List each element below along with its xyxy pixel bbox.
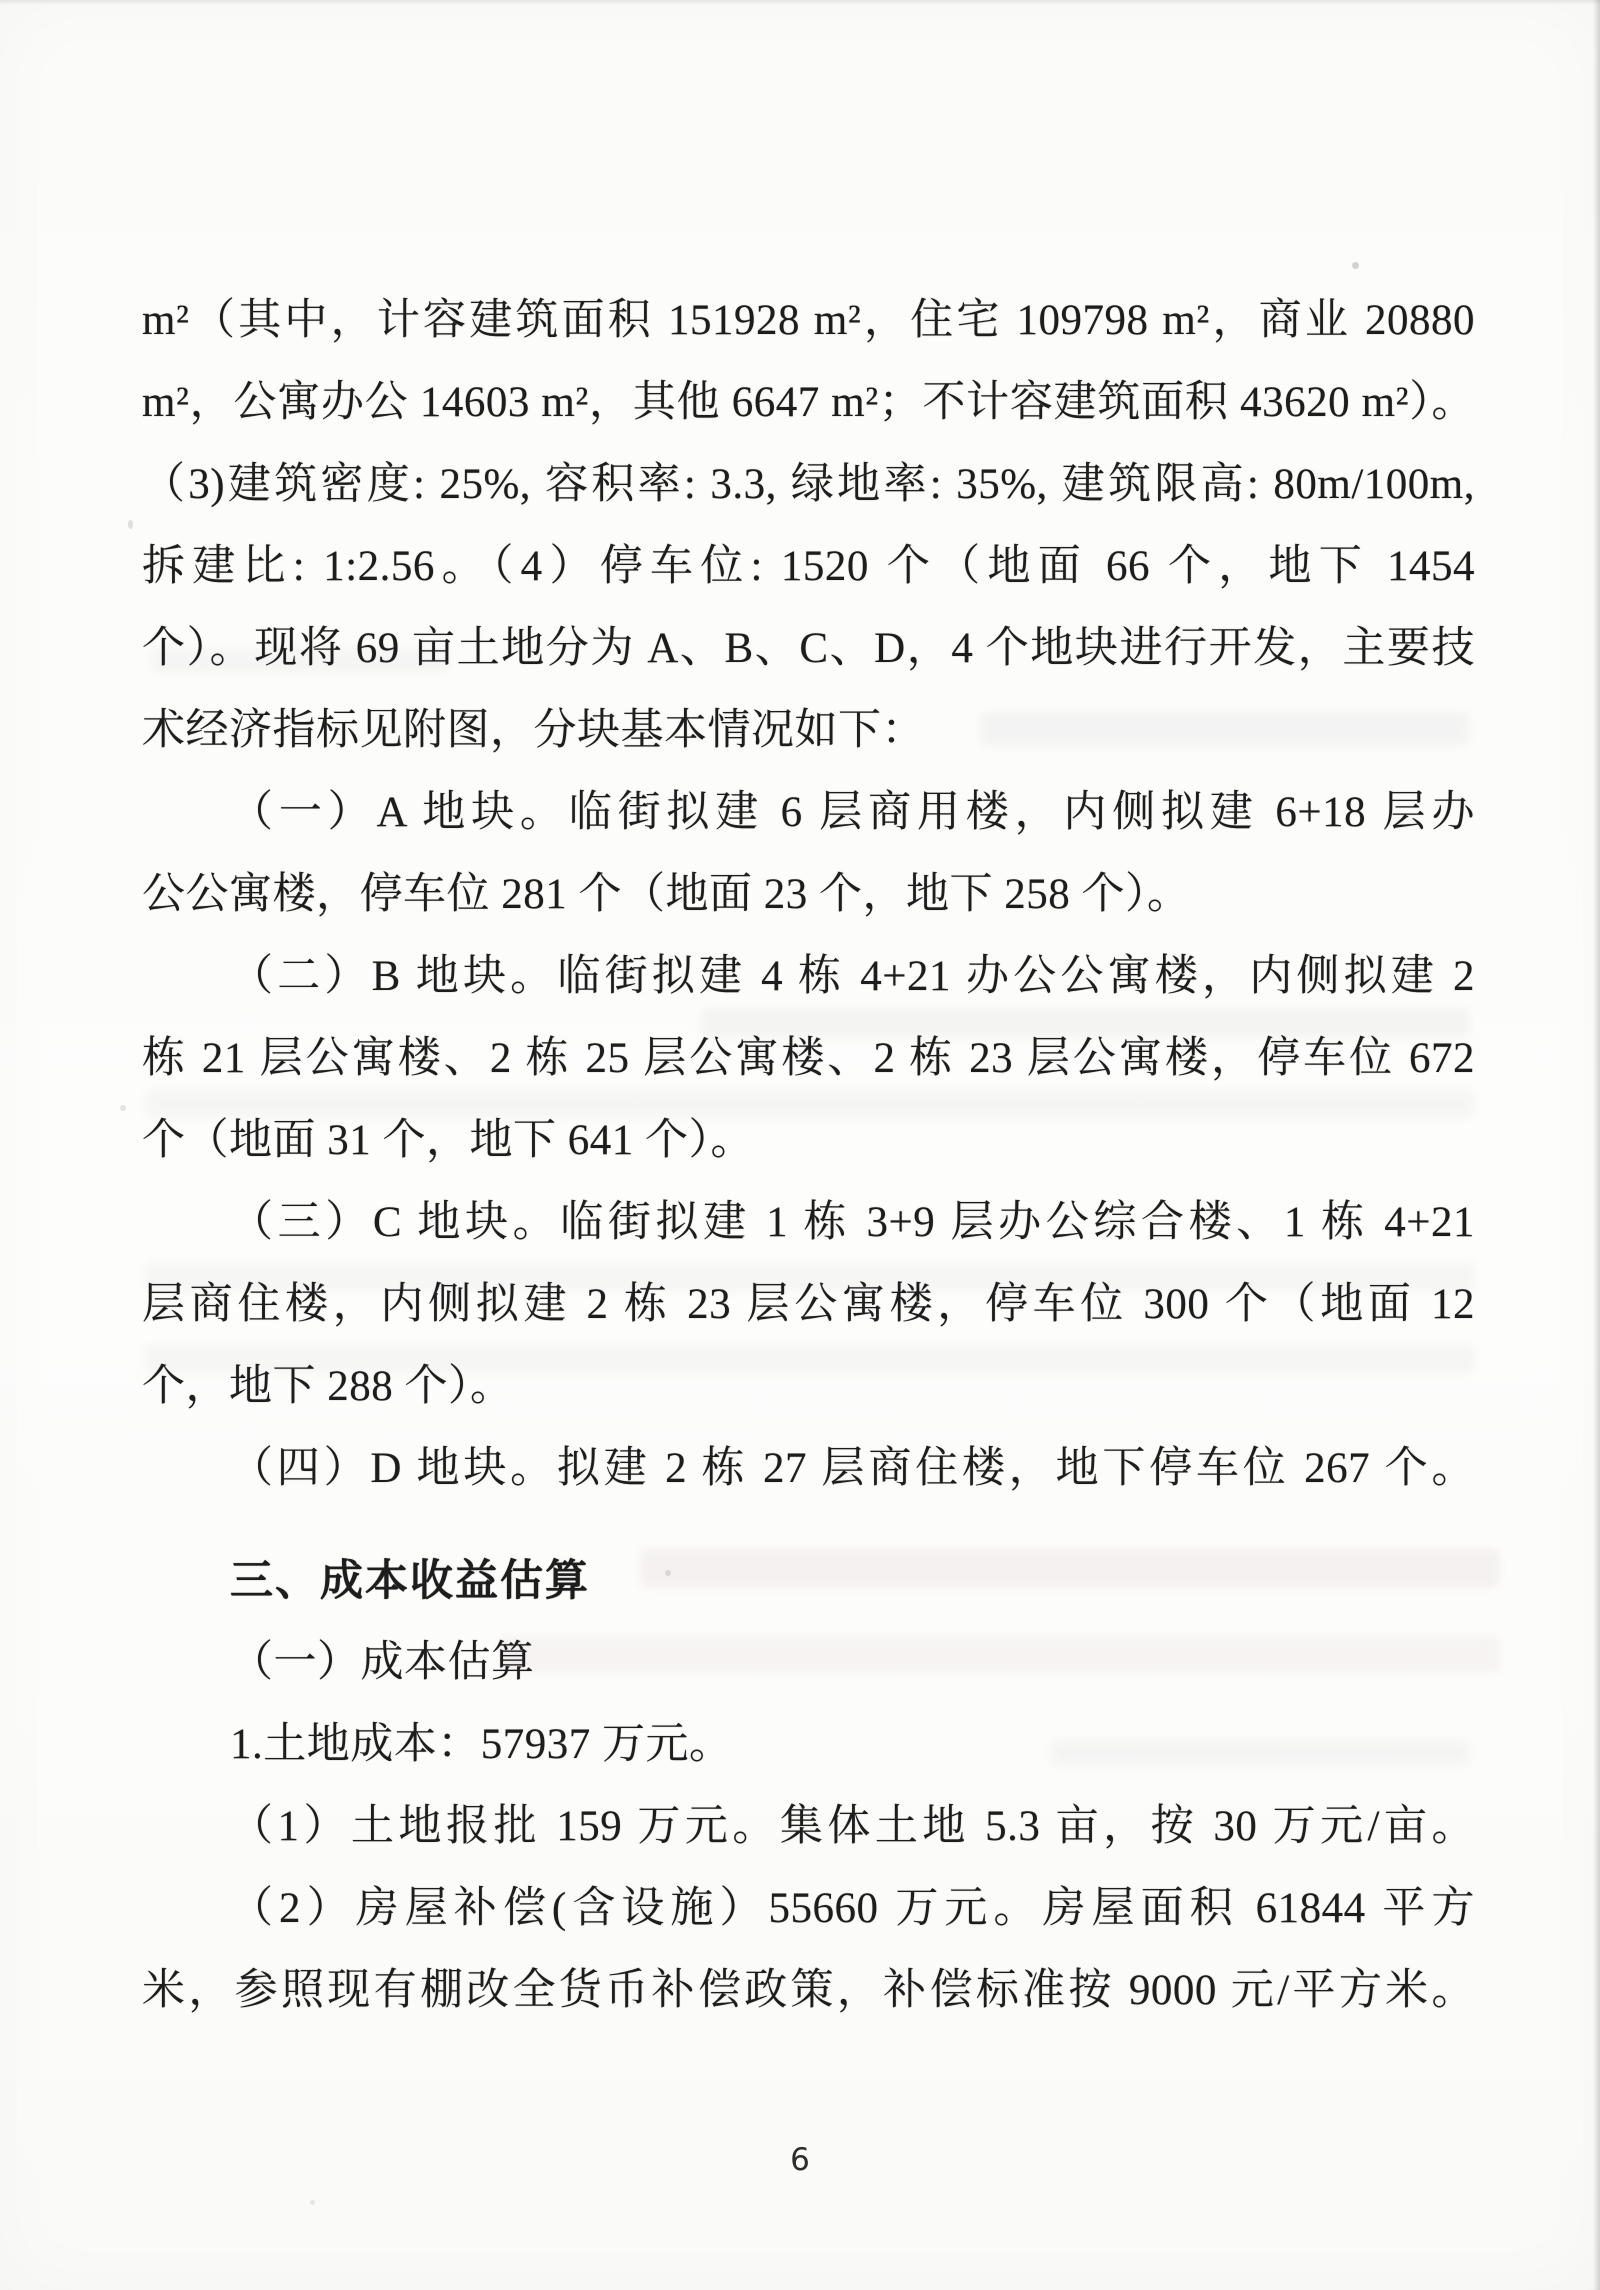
doc-line: （2）房屋补偿(含设施）55660 万元。房屋面积 61844 平方 [230, 1885, 1475, 1932]
doc-line: 个）。现将 69 亩土地分为 A、B、C、D，4 个地块进行开发，主要技 [142, 625, 1475, 672]
doc-line: 个（地面 31 个，地下 641 个）。 [142, 1117, 754, 1164]
doc-line: 个，地下 288 个）。 [142, 1363, 514, 1410]
scan-speck [1352, 262, 1359, 269]
doc-line: （3)建筑密度: 25%, 容积率: 3.3, 绿地率: 35%, 建筑限高: 80m/100m, [142, 461, 1475, 508]
doc-line: 栋 21 层公寓楼、2 栋 25 层公寓楼、2 栋 23 层公寓楼，停车位 672 [142, 1035, 1475, 1082]
doc-line: m²（其中，计容建筑面积 151928 m²，住宅 109798 m²，商业 20880 [142, 297, 1475, 344]
section-heading: 三、成本收益估算 [230, 1557, 590, 1605]
doc-line: 术经济指标见附图，分块基本情况如下： [142, 707, 925, 754]
document-body-text [142, 280, 1475, 2032]
doc-line: （一）成本估算 [230, 1639, 535, 1686]
doc-line: 层商住楼，内侧拟建 2 栋 23 层公寓楼，停车位 300 个（地面 12 [142, 1281, 1475, 1328]
doc-line: （四）D 地块。拟建 2 栋 27 层商住楼，地下停车位 267 个。 [230, 1445, 1475, 1492]
doc-line: （一）A 地块。临街拟建 6 层商用楼，内侧拟建 6+18 层办 [230, 789, 1475, 836]
scan-edge-shadow-top [0, 0, 1600, 5]
doc-line: （三）C 地块。临街拟建 1 栋 3+9 层办公综合楼、1 栋 4+21 [230, 1199, 1475, 1246]
doc-line: 拆建比: 1:2.56。（4）停车位: 1520 个（地面 66 个，地下 1454 [142, 543, 1475, 590]
doc-line: 米，参照现有棚改全货币补偿政策，补偿标准按 9000 元/平方米。 [142, 1967, 1475, 2014]
scan-speck [310, 2200, 315, 2205]
scan-edge-shadow-right [1593, 0, 1600, 2290]
doc-line: 公公寓楼，停车位 281 个（地面 23 个，地下 258 个）。 [142, 871, 1191, 918]
doc-line: （1）土地报批 159 万元。集体土地 5.3 亩，按 30 万元/亩。 [230, 1803, 1475, 1850]
doc-line: （二）B 地块。临街拟建 4 栋 4+21 办公公寓楼，内侧拟建 2 [230, 953, 1475, 1000]
doc-line: 1.土地成本：57937 万元。 [230, 1721, 733, 1768]
scan-speck [128, 520, 133, 529]
scan-speck [120, 1105, 126, 1111]
doc-line: m²，公寓办公 14603 m²，其他 6647 m²；不计容建筑面积 43620 m²）。 [142, 379, 1475, 426]
page-number: 6 [790, 2142, 810, 2178]
